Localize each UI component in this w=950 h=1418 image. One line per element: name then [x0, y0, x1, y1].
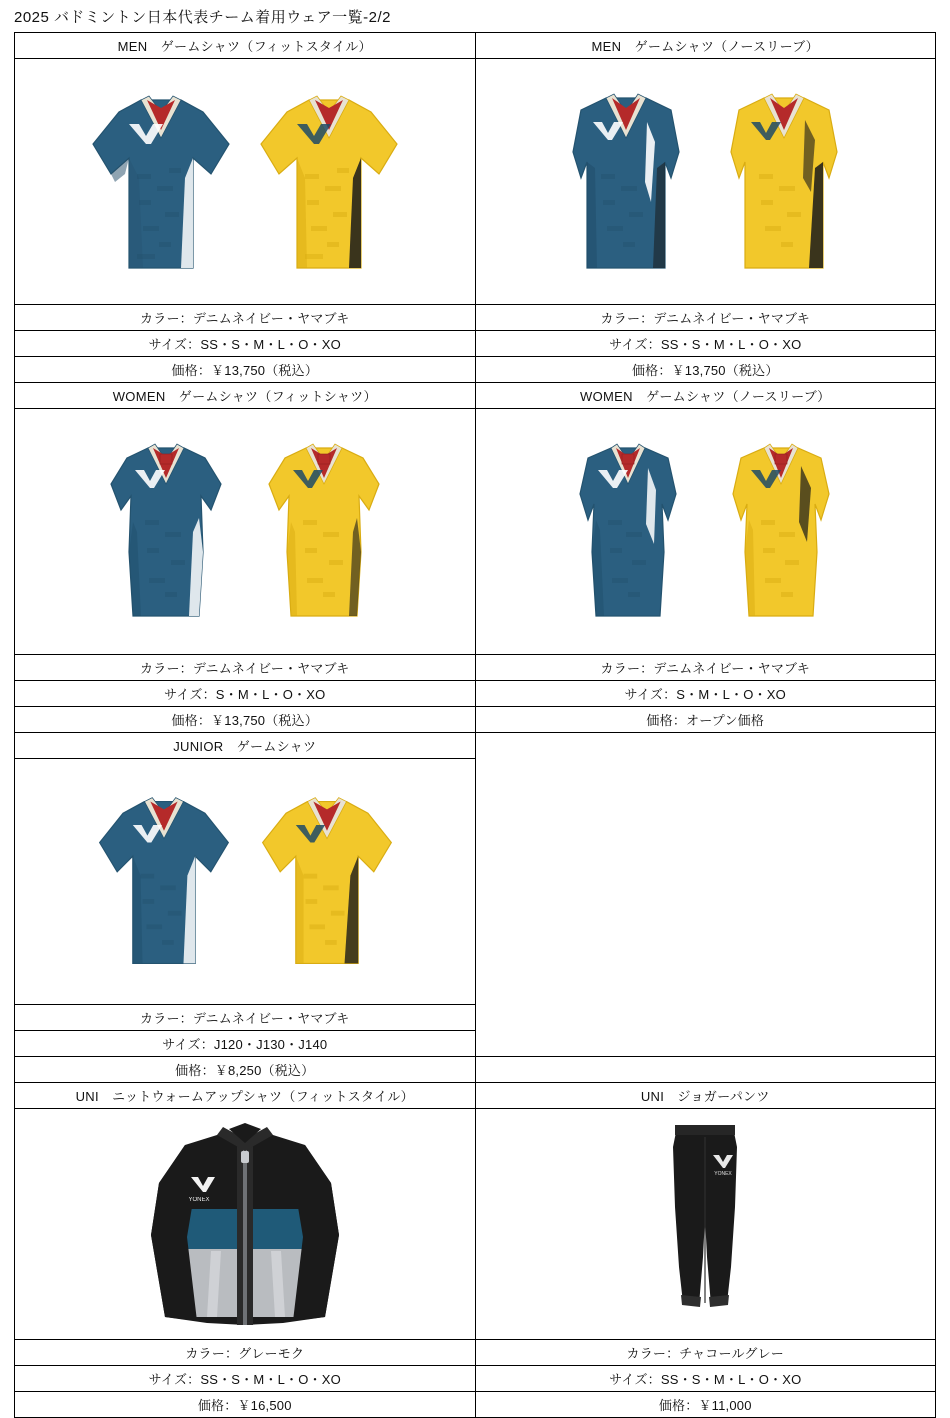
product-header-junior: JUNIOR ゲームシャツ [15, 733, 476, 759]
product-price-men-sleeveless: 価格：￥13,750（税込） [475, 357, 936, 383]
product-image-junior [15, 759, 476, 1005]
table-row-color-4 [15, 1340, 936, 1366]
table-row-size-4 [15, 1366, 936, 1392]
shirt-yellow-junior-icon [249, 784, 404, 979]
page-title: 2025 バドミントン日本代表チーム着用ウェア一覧-2/2 [14, 9, 391, 26]
product-header-men-fit: MEN ゲームシャツ（フィットスタイル） [15, 33, 476, 59]
product-color-women-fit: カラー：デニムネイビー・ヤマブキ [15, 655, 476, 681]
product-size-jogger: サイズ：SS・S・M・L・O・XO [475, 1366, 936, 1392]
table-row-header-1 [15, 33, 936, 59]
shirt-navy-short-sleeve-icon [81, 82, 241, 282]
table-row-color-2 [15, 655, 936, 681]
shirt-yellow-short-sleeve-icon [249, 82, 409, 282]
product-image-warmup [15, 1109, 476, 1340]
table-row-price-4 [15, 1392, 936, 1418]
product-image-men-sleeveless [475, 59, 936, 305]
product-price-women-sleeveless: 価格：オープン価格 [475, 707, 936, 733]
product-header-women-fit: WOMEN ゲームシャツ（フィットシャツ） [15, 383, 476, 409]
product-color-jogger: カラー：チャコールグレー [475, 1340, 936, 1366]
product-image-jogger [475, 1109, 936, 1340]
product-color-men-fit: カラー：デニムネイビー・ヤマブキ [15, 305, 476, 331]
table-row-size-1 [15, 331, 936, 357]
table-row-price-1 [15, 357, 936, 383]
table-row-color-1 [15, 305, 936, 331]
product-price-men-fit: 価格：￥13,750（税込） [15, 357, 476, 383]
product-header-women-sleeveless: WOMEN ゲームシャツ（ノースリーブ） [475, 383, 936, 409]
shirt-navy-junior-icon [86, 784, 241, 979]
product-size-women-sleeveless: サイズ：S・M・L・O・XO [475, 681, 936, 707]
empty-cell-right-bottom [475, 1057, 936, 1083]
table-row-images-4 [15, 1109, 936, 1340]
product-price-jogger: 価格：￥11,000 [475, 1392, 936, 1418]
product-price-warmup: 価格：￥16,500 [15, 1392, 476, 1418]
product-size-men-fit: サイズ：SS・S・M・L・O・XO [15, 331, 476, 357]
table-row-images-2 [15, 409, 936, 655]
product-image-women-sleeveless [475, 409, 936, 655]
product-header-men-sleeveless: MEN ゲームシャツ（ノースリーブ） [475, 33, 936, 59]
table-row-header-3 [15, 733, 936, 759]
table-row-size-2 [15, 681, 936, 707]
shirt-navy-women-sleeve-icon [91, 432, 241, 632]
shirt-navy-women-sleeveless-icon [556, 432, 701, 632]
shirt-navy-sleeveless-icon [551, 82, 701, 282]
shirt-yellow-women-sleeve-icon [249, 432, 399, 632]
product-size-women-fit: サイズ：S・M・L・O・XO [15, 681, 476, 707]
table-row-price-3 [15, 1057, 936, 1083]
svg-text:YONEX: YONEX [188, 1196, 210, 1203]
product-color-warmup: カラー：グレーモク [15, 1340, 476, 1366]
shirt-yellow-sleeveless-icon [709, 82, 859, 282]
table-row-header-4 [15, 1083, 936, 1109]
warmup-jacket-icon [125, 1117, 365, 1332]
table-row-images-1 [15, 59, 936, 305]
empty-cell-right [475, 733, 936, 1057]
product-image-women-fit [15, 409, 476, 655]
product-size-warmup: サイズ：SS・S・M・L・O・XO [15, 1366, 476, 1392]
product-size-junior: サイズ：J120・J130・J140 [15, 1031, 476, 1057]
svg-text:YONEX: YONEX [714, 1170, 733, 1177]
product-header-jogger: UNI ジョガーパンツ [475, 1083, 936, 1109]
table-row-header-2 [15, 383, 936, 409]
product-price-women-fit: 価格：￥13,750（税込） [15, 707, 476, 733]
product-table [14, 32, 936, 1418]
jogger-pants-icon [645, 1117, 765, 1332]
product-price-junior: 価格：￥8,250（税込） [15, 1057, 476, 1083]
shirt-yellow-women-sleeveless-icon [709, 432, 854, 632]
product-header-warmup: UNI ニットウォームアップシャツ（フィットスタイル） [15, 1083, 476, 1109]
product-color-junior: カラー：デニムネイビー・ヤマブキ [15, 1005, 476, 1031]
table-row-price-2 [15, 707, 936, 733]
product-image-men-fit [15, 59, 476, 305]
product-color-men-sleeveless: カラー：デニムネイビー・ヤマブキ [475, 305, 936, 331]
product-size-men-sleeveless: サイズ：SS・S・M・L・O・XO [475, 331, 936, 357]
product-color-women-sleeveless: カラー：デニムネイビー・ヤマブキ [475, 655, 936, 681]
